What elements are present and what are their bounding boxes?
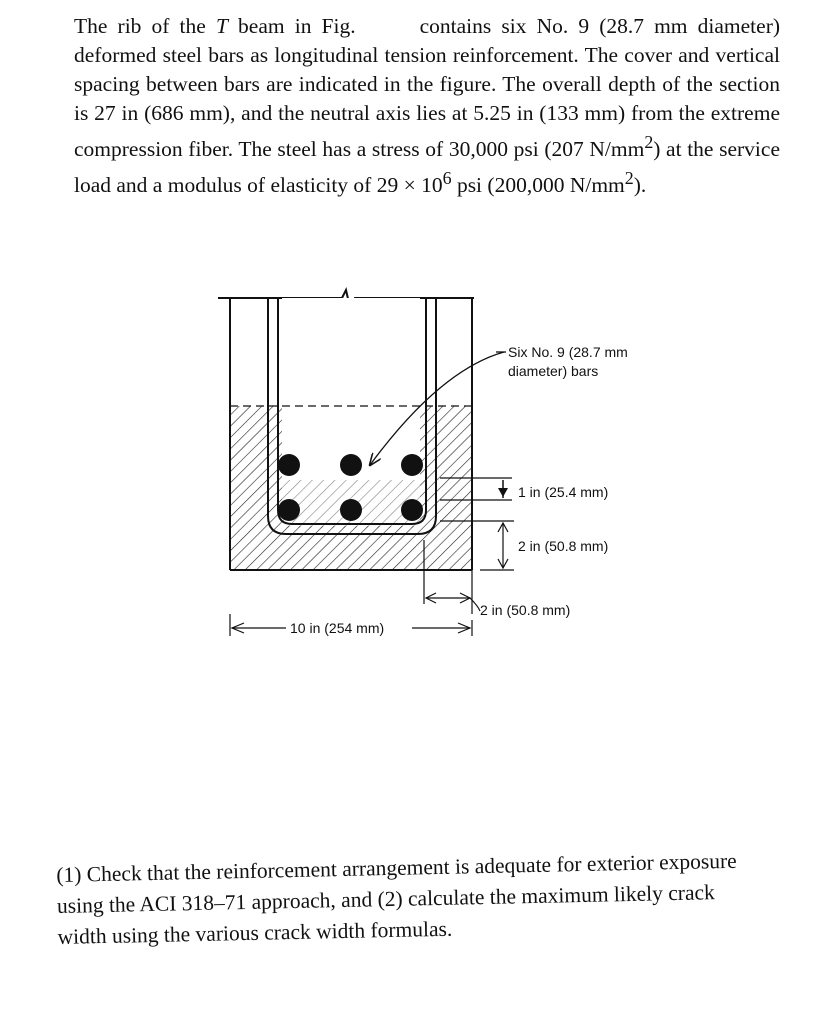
bars-label-line1: Six No. 9 (28.7 mm: [508, 344, 628, 360]
figure-reference: beam in Fig.: [238, 14, 356, 38]
superscript: 2: [644, 132, 654, 152]
problem-body-2: ) at the service load and a modulus of elasticity of 29 × 10: [74, 137, 780, 198]
question-paragraph: (1) Check that the reinforcement arrangement is adequate for exterior exposure using the ACI 318–71 approach, and (2) calculate the maximum likely crack width using the various crack width formulas.: [56, 848, 737, 949]
rebar: [278, 499, 300, 521]
rebar: [401, 454, 423, 476]
problem-body-end: ).: [633, 173, 647, 198]
rebar: [340, 454, 362, 476]
rebar: [401, 499, 423, 521]
problem-body-3: psi (200,000 N/mm: [451, 173, 625, 198]
superscript: 6: [442, 168, 452, 189]
beam-symbol: T: [215, 14, 228, 38]
rebar: [278, 454, 300, 476]
superscript: 2: [624, 168, 634, 189]
width-label: 10 in (254 mm): [290, 620, 385, 636]
spacing-label: 1 in (25.4 mm): [518, 484, 609, 500]
cover-side-label: 2 in (50.8 mm): [480, 602, 571, 618]
spacing-arrow: [498, 488, 508, 497]
question-statement: [56, 845, 758, 953]
problem-body: contains six No. 9 (28.7 mm diameter) deformed steel bars as longitudinal tension reinforcement. The cover and vertical spacing between bars are indicated in the figure. The overall depth of the section is 27 in (686 mm), and the neutral axis lies at 5.25 in (133 mm) from the extreme compression fiber. The steel has a stress of 30,000 psi (207 N/mm: [74, 14, 781, 162]
problem-intro: The rib of the: [74, 14, 206, 38]
bars-label-line2: diameter) bars: [508, 363, 599, 379]
rebar: [340, 499, 362, 521]
cover-bottom-label: 2 in (50.8 mm): [518, 538, 609, 554]
